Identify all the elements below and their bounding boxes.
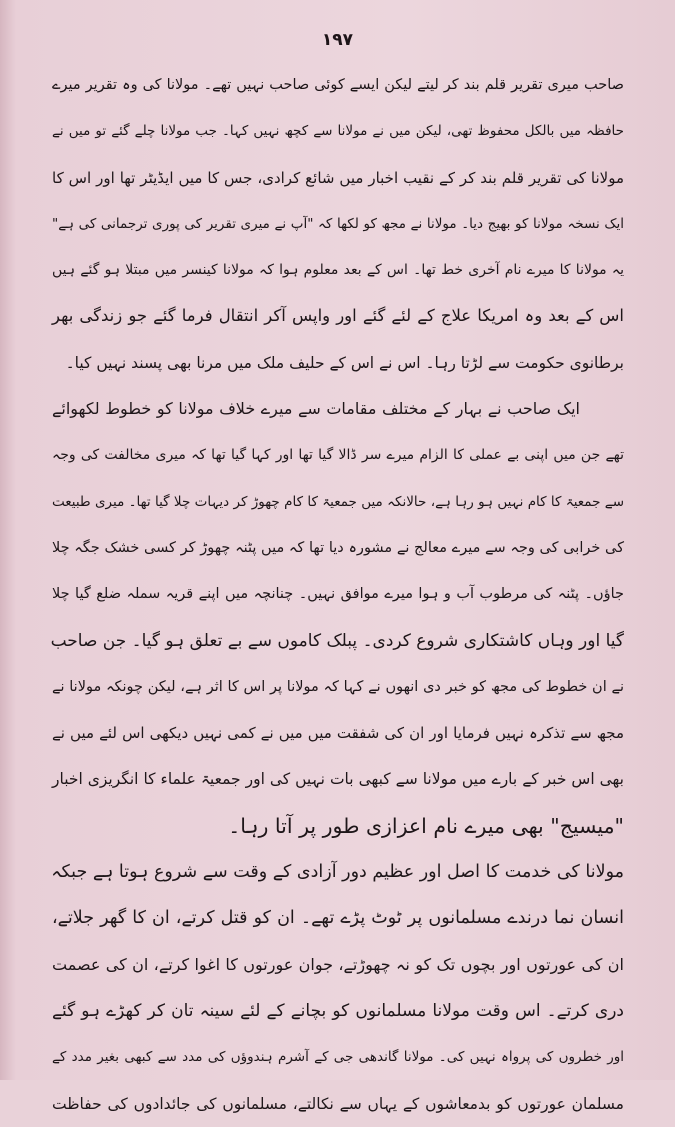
text-line: مسلمان عورتوں کو بدمعاشوں کے یہاں سے نکالتے، مسلمانوں کی جائدادوں کی حفاظت [52, 1094, 624, 1113]
text-line: انسان نما درندے مسلمانوں پر ٹوٹ پڑے تھے۔ ان کو قتل کرتے، ان کا گھر جلاتے، [52, 908, 624, 929]
text-line: اور خطروں کی پرواہ نہیں کی۔ مولانا گاندھی جی کے آشرم ہندوؤں کی مدد سے کبھی بغیر مدد کے [52, 1049, 624, 1066]
text-line: مولانا کی خدمت کا اصل اور عظیم دور آزادی کے وقت سے شروع ہوتا ہے جبکہ [51, 862, 624, 883]
text-line: نے ان خطوط کی مجھ کو خبر دی انھوں نے کہا کہ مولانا پر اس کا اثر ہے، لیکن چونکہ مولانا نے [52, 678, 624, 695]
text-line: ایک صاحب نے بہار کے مختلف مقامات سے میرے خلاف مولانا کو خطوط لکھوائے [52, 399, 580, 419]
text-line: حافظہ میں بالکل محفوظ تھی، لیکن میں نے مولانا سے کچھ نہیں کہا۔ جب مولانا چلے گئے تو میں نے [52, 123, 624, 140]
text-line: کی خرابی کی وجہ سے میرے معالج نے مشورہ دیا تھا کہ میں پٹنہ چھوڑ کر کسی خشک جگہ چلا [52, 539, 624, 556]
text-line: "میسیج" بھی میرے نام اعزازی طور پر آتا رہا۔ [228, 813, 624, 838]
text-line: گیا اور وہاں کاشتکاری شروع کردی۔ پبلک کاموں سے بے تعلق ہو گیا۔ جن صاحب [50, 630, 624, 651]
text-line: تھے جن میں اپنی بے عملی کا الزام میرے سر ڈالا گیا تھا اور کہا گیا تھا کہ میری مخالفت کی وجہ [52, 447, 624, 464]
text-line: یہ مولانا کا میرے نام آخری خط تھا۔ اس کے بعد معلوم ہوا کہ مولانا کینسر میں مبتلا ہو گئے ہیں [52, 262, 624, 279]
text-line: برطانوی حکومت سے لڑتا رہا۔ اس نے اس کے حلیف ملک میں مرنا بھی پسند نہیں کیا۔ [65, 353, 624, 372]
text-line: دری کرتے۔ اس وقت مولانا مسلمانوں کو بچانے کے لئے سینہ تان کر کھڑے ہو گئے [52, 1000, 624, 1021]
text-line: صاحب میری تقریر قلم بند کر لیتے لیکن ایسے کوئی صاحب نہیں تھے۔ مولانا کی وہ تقریر میرے [52, 77, 624, 93]
text-line: مولانا کی تقریر قلم بند کر کے نقیب اخبار میں شائع کرادی، جس کا میں ایڈیٹر تھا اور اس کا [52, 168, 624, 187]
text-line: ان کی عورتوں اور بچوں تک کو نہ چھوڑتے، جوان عورتوں کا اغوا کرتے، ان کی عصمت [52, 954, 624, 974]
body-text [52, 62, 624, 1127]
text-line: ایک نسخہ مولانا کو بھیج دیا۔ مولانا نے مجھ کو لکھا کہ "آپ نے میری تقریر کی پوری ترجمانی کی ہے" [52, 215, 624, 232]
page-number: ۱۹۷ [321, 30, 354, 50]
text-line: جاؤں۔ پٹنہ کی مرطوب آب و ہوا میرے موافق نہیں۔ چنانچہ میں اپنے قریہ سملہ ضلع گیا چلا [52, 586, 624, 603]
text-line: بھی اس خبر کے بارے میں مولانا سے کبھی بات نہیں کی اور جمعیۃ علماء کا انگریزی اخبار [52, 770, 624, 789]
text-line: سے جمعیۃ کا کام نہیں ہو رہا ہے، حالانکہ میں جمعیۃ کا کام چھوڑ کر دیہات چلا گیا تھا۔ میری طبیعت [52, 493, 624, 510]
text-line: مجھ سے تذکرہ نہیں فرمایا اور ان کی شفقت میں میں نے کمی نہیں دیکھی اس لئے میں نے [52, 724, 624, 743]
text-line: اس کے بعد وہ امریکا علاج کے لئے گئے اور واپس آکر انتقال فرما گئے جو زندگی بھر [52, 306, 624, 326]
